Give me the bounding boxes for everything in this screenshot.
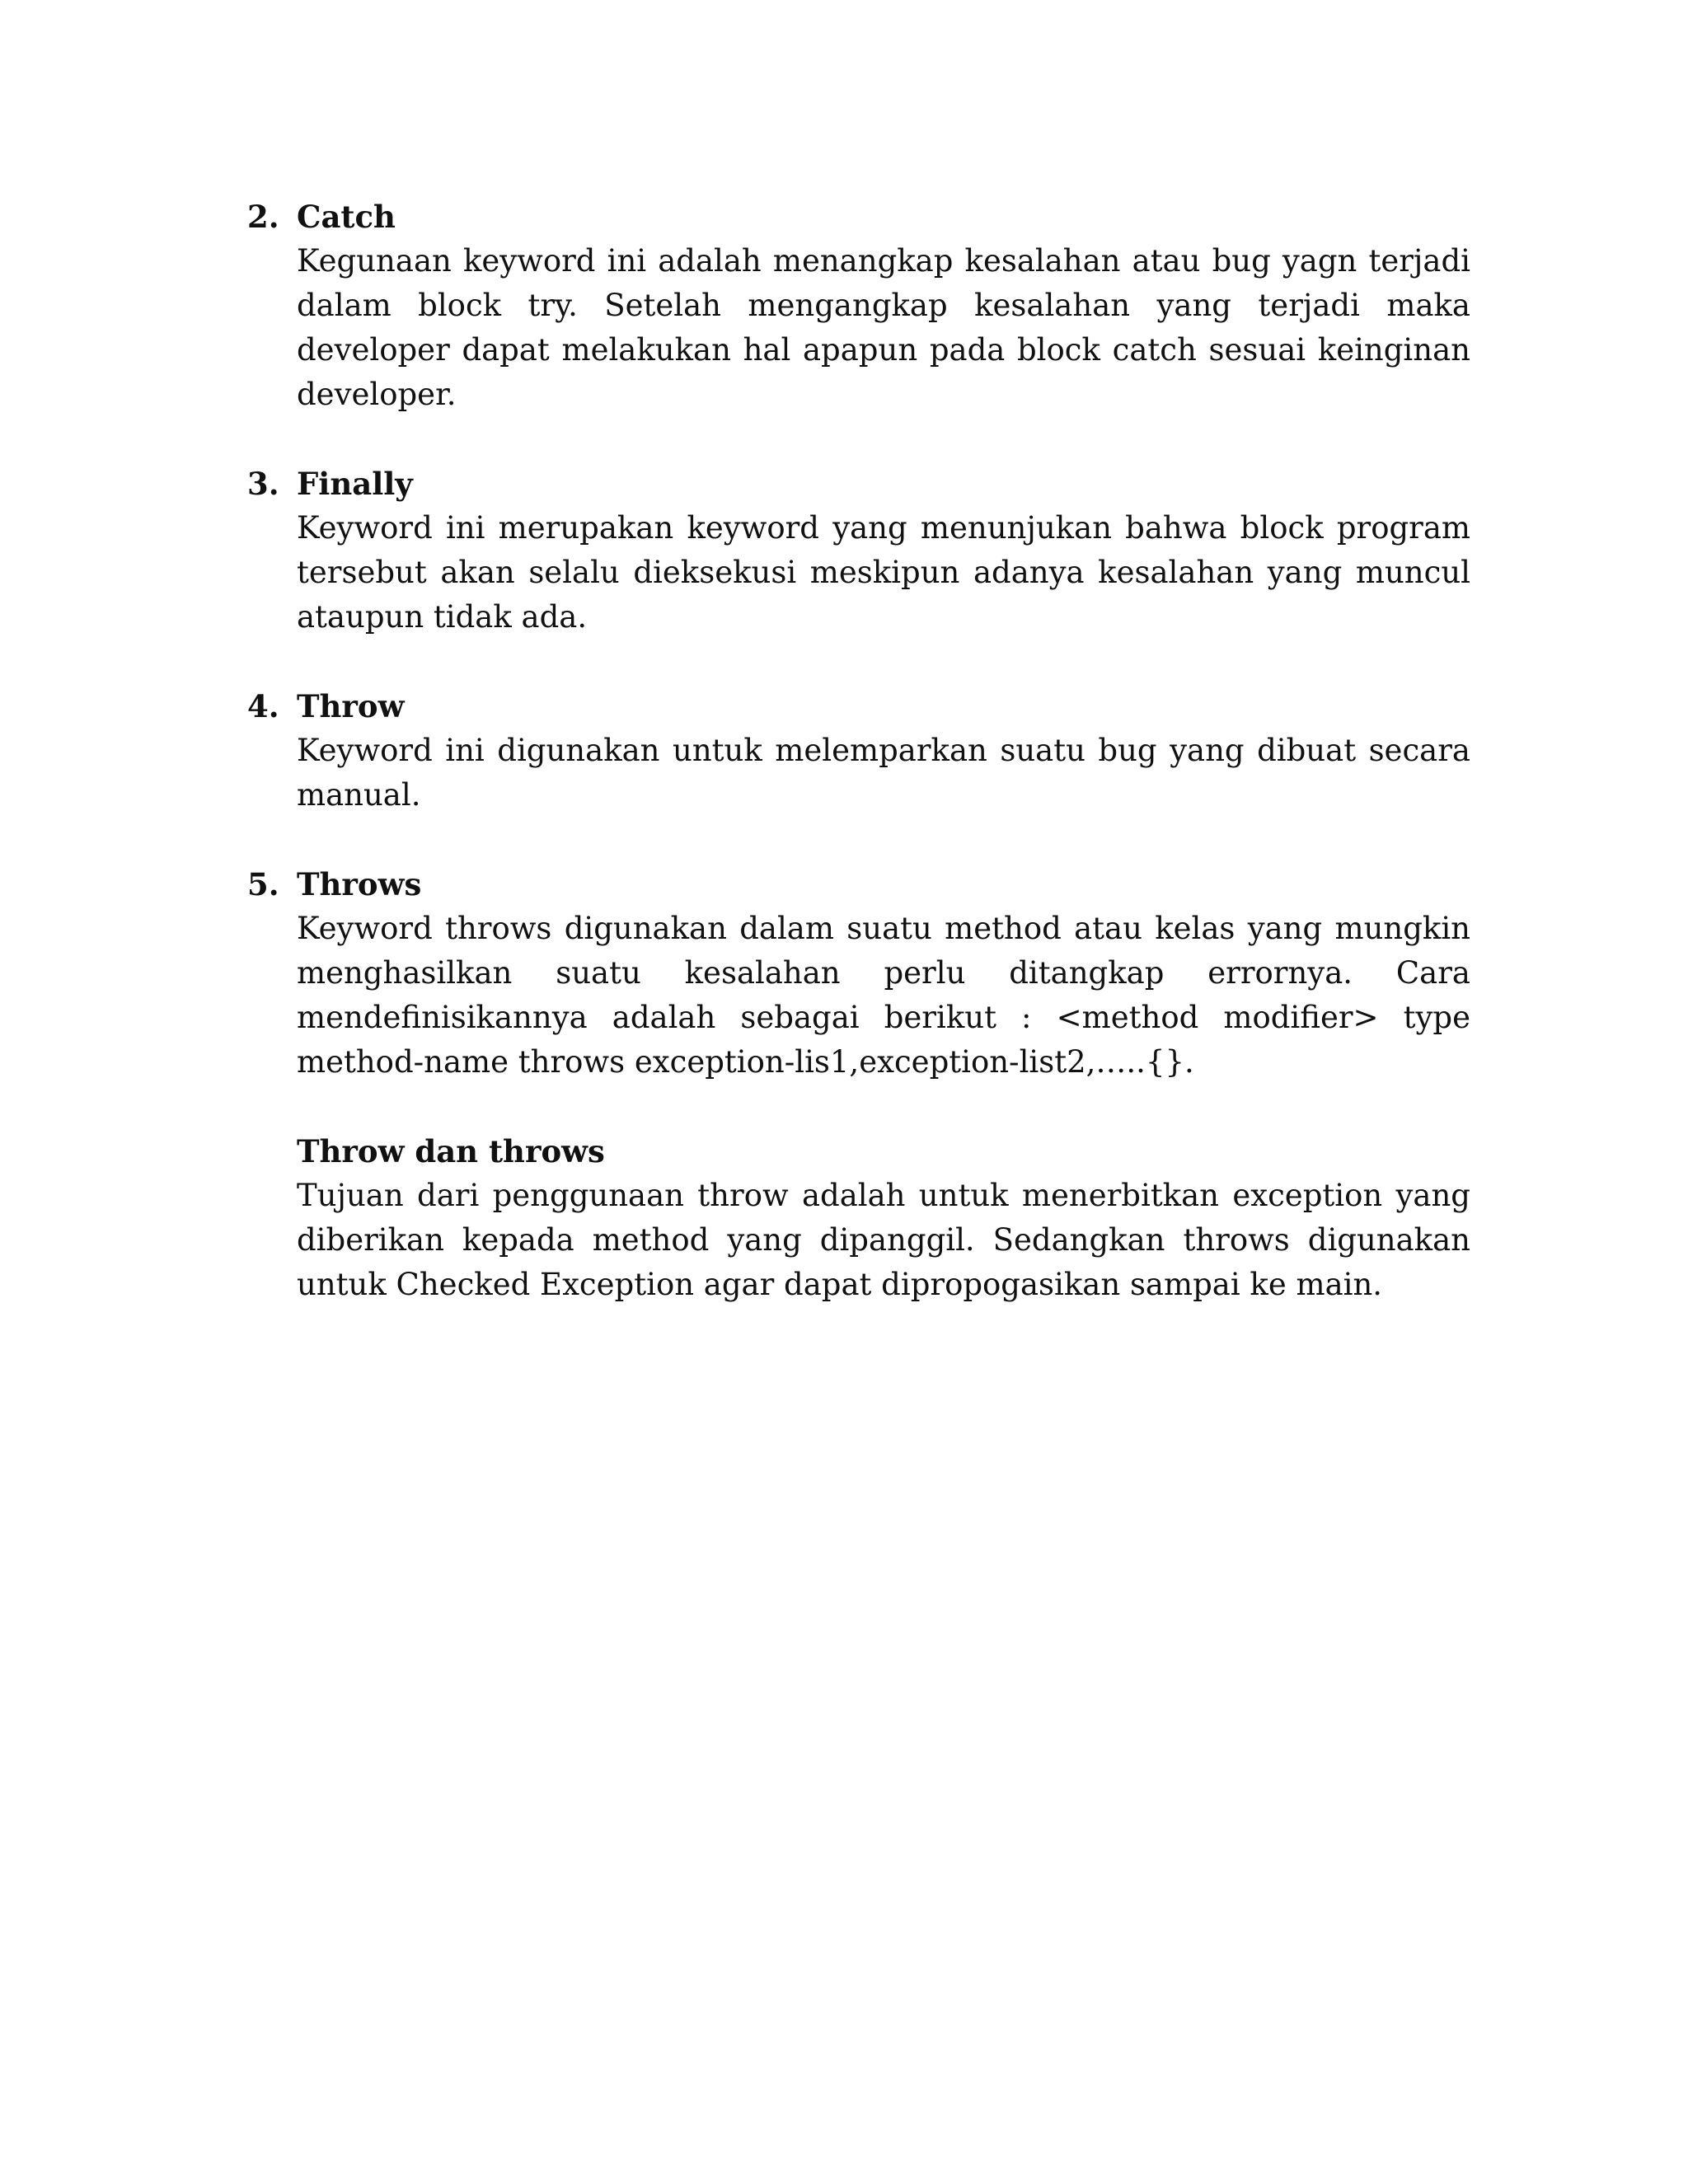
item-body: Keyword ini merupakan keyword yang menunjukan bahwa block program tersebut akan selalu dieksekusi meskipun adanya kesalahan yang muncul ataupun tidak ada. [297, 510, 1470, 635]
item-title: Throw [297, 688, 405, 724]
section-title: Throw dan throws [297, 1133, 605, 1169]
item-number: 2. [247, 199, 279, 235]
item-body: Keyword throws digunakan dalam suatu method atau kelas yang mungkin menghasilkan suatu kesalahan perlu ditangkap errornya. Cara mendefinisikannya adalah sebagai berikut : <method modifier> type method-name throws exception-lis1,exception-list2,…..{}. [297, 911, 1470, 1080]
list-item-throw [247, 684, 1470, 818]
item-number: 5. [247, 866, 279, 902]
item-body: Kegunaan keyword ini adalah menangkap kesalahan atau bug yagn terjadi dalam block try. Setelah mengangkap kesalahan yang terjadi maka developer dapat melakukan hal apapun pada block catch sesuai keinginan developer. [297, 243, 1470, 412]
item-title: Throws [297, 866, 422, 902]
section-throw-dan-throws [247, 1129, 1470, 1307]
item-title: Catch [297, 199, 396, 235]
section-body: Tujuan dari penggunaan throw adalah untuk menerbitkan exception yang diberikan kepada method yang dipanggil. Sedangkan throws digunakan untuk Checked Exception agar dapat dipropogasikan sampai ke main. [297, 1178, 1470, 1302]
document-content [247, 194, 1470, 1352]
list-item-finally [247, 462, 1470, 640]
list-item-throws [247, 862, 1470, 1085]
item-title: Finally [297, 466, 413, 502]
item-number: 3. [247, 466, 279, 502]
item-body: Keyword ini digunakan untuk melemparkan suatu bug yang dibuat secara manual. [297, 733, 1470, 813]
item-number: 4. [247, 688, 279, 724]
list-item-catch [247, 194, 1470, 417]
